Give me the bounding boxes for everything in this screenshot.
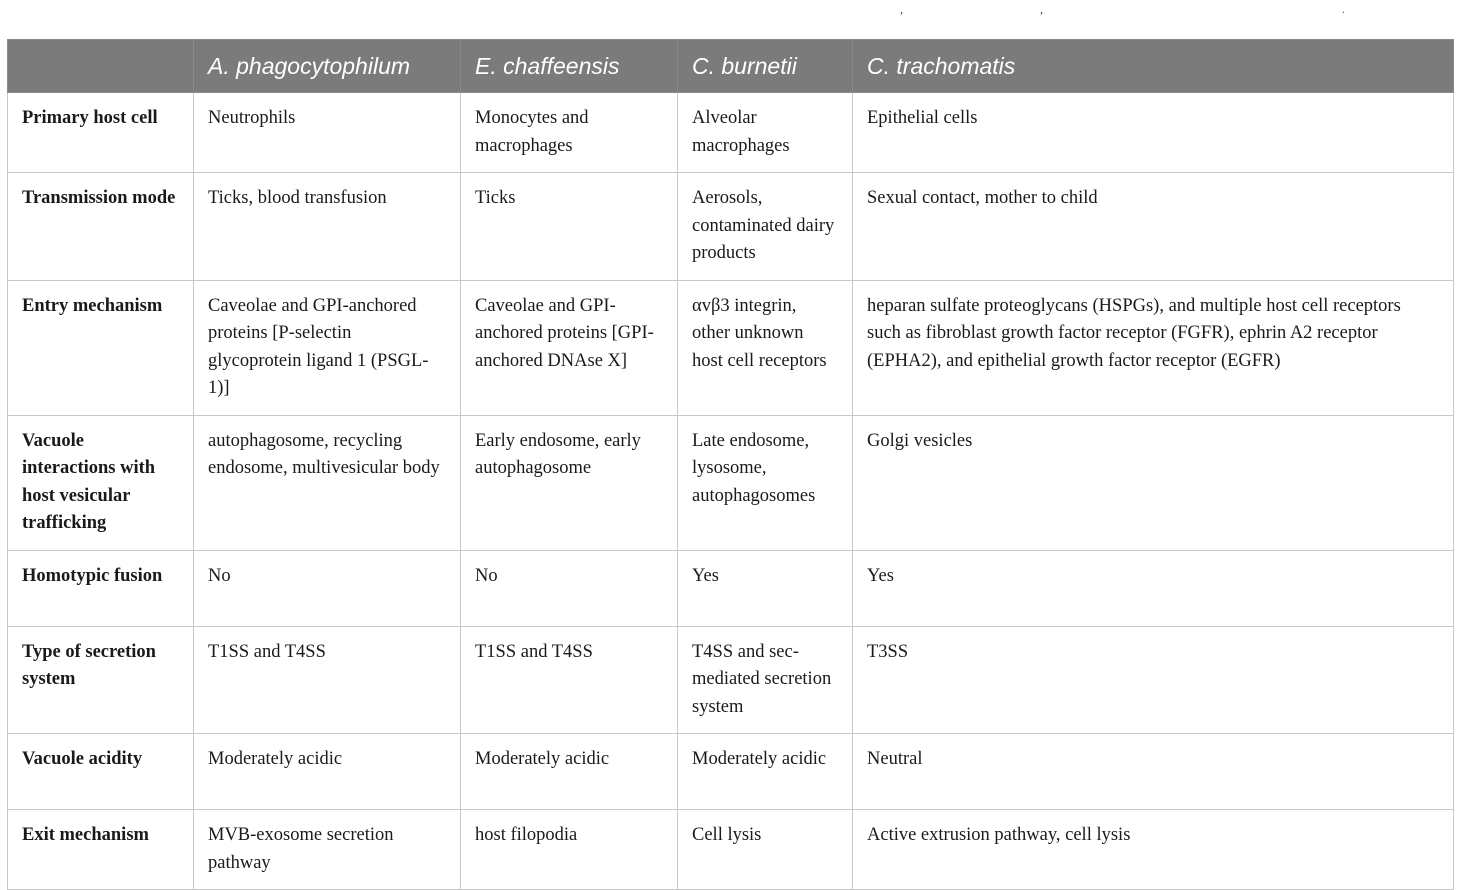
table-cell: Early endosome, early autophagosome <box>461 415 678 550</box>
table-row-primary-host-cell <box>8 93 1454 173</box>
table-cell: Caveolae and GPI-anchored proteins [GPI-anchored DNAse X] <box>461 280 678 415</box>
table-cell: T1SS and T4SS <box>194 626 461 734</box>
table-cell: Cell lysis <box>678 810 853 890</box>
cropped-caption-remnant <box>0 0 1460 20</box>
table-cell: heparan sulfate proteoglycans (HSPGs), and multiple host cell receptors such as fibroblast growth factor receptor (FGFR), ephrin A2 receptor (EPHA2), and epithelial growth factor receptor (EGFR) <box>853 280 1454 415</box>
caption-mark: , <box>900 2 903 16</box>
table-cell: Moderately acidic <box>194 734 461 810</box>
pathogen-comparison-table <box>7 39 1454 890</box>
row-label: Transmission mode <box>8 173 194 281</box>
table-row-vacuole-interactions <box>8 415 1454 550</box>
table-row-transmission-mode <box>8 173 1454 281</box>
table-cell: Moderately acidic <box>678 734 853 810</box>
table-cell: host filopodia <box>461 810 678 890</box>
row-label: Exit mechanism <box>8 810 194 890</box>
table-cell: Late endosome, lysosome, autophagosomes <box>678 415 853 550</box>
table-cell: Moderately acidic <box>461 734 678 810</box>
table-cell: Alveolar macrophages <box>678 93 853 173</box>
table-cell: αvβ3 integrin, other unknown host cell receptors <box>678 280 853 415</box>
table-cell: Yes <box>853 550 1454 626</box>
table-row-exit-mechanism <box>8 810 1454 890</box>
row-label: Type of secretion system <box>8 626 194 734</box>
table-cell: T3SS <box>853 626 1454 734</box>
table-cell: No <box>194 550 461 626</box>
row-label: Vacuole acidity <box>8 734 194 810</box>
table-cell: T1SS and T4SS <box>461 626 678 734</box>
table-row-entry-mechanism <box>8 280 1454 415</box>
table-row-vacuole-acidity <box>8 734 1454 810</box>
table-cell: Active extrusion pathway, cell lysis <box>853 810 1454 890</box>
caption-mark: , <box>1040 2 1043 16</box>
table-cell: Ticks, blood transfusion <box>194 173 461 281</box>
table-cell: Golgi vesicles <box>853 415 1454 550</box>
table-cell: Yes <box>678 550 853 626</box>
table-body <box>8 93 1454 890</box>
table-row-secretion-system <box>8 626 1454 734</box>
table-cell: No <box>461 550 678 626</box>
caption-mark: . <box>1342 2 1345 16</box>
table-cell: Caveolae and GPI-anchored proteins [P-selectin glycoprotein ligand 1 (PSGL-1)] <box>194 280 461 415</box>
table-cell: Sexual contact, mother to child <box>853 173 1454 281</box>
table-cell: Neutral <box>853 734 1454 810</box>
table-cell: MVB-exosome secretion pathway <box>194 810 461 890</box>
table-cell: autophagosome, recycling endosome, multivesicular body <box>194 415 461 550</box>
header-a-phagocytophilum: A. phagocytophilum <box>194 40 461 93</box>
table-cell: Ticks <box>461 173 678 281</box>
table-cell: Monocytes and macrophages <box>461 93 678 173</box>
row-label: Primary host cell <box>8 93 194 173</box>
table-cell: T4SS and sec-mediated secretion system <box>678 626 853 734</box>
table-row-homotypic-fusion <box>8 550 1454 626</box>
table-cell: Epithelial cells <box>853 93 1454 173</box>
table-cell: Neutrophils <box>194 93 461 173</box>
header-c-trachomatis: C. trachomatis <box>853 40 1454 93</box>
header-e-chaffeensis: E. chaffeensis <box>461 40 678 93</box>
row-label: Homotypic fusion <box>8 550 194 626</box>
header-row <box>8 40 1454 93</box>
row-label: Entry mechanism <box>8 280 194 415</box>
table-cell: Aerosols, contaminated dairy products <box>678 173 853 281</box>
row-label: Vacuole interactions with host vesicular trafficking <box>8 415 194 550</box>
header-c-burnetii: C. burnetii <box>678 40 853 93</box>
header-corner-cell <box>8 40 194 93</box>
table-header <box>8 40 1454 93</box>
